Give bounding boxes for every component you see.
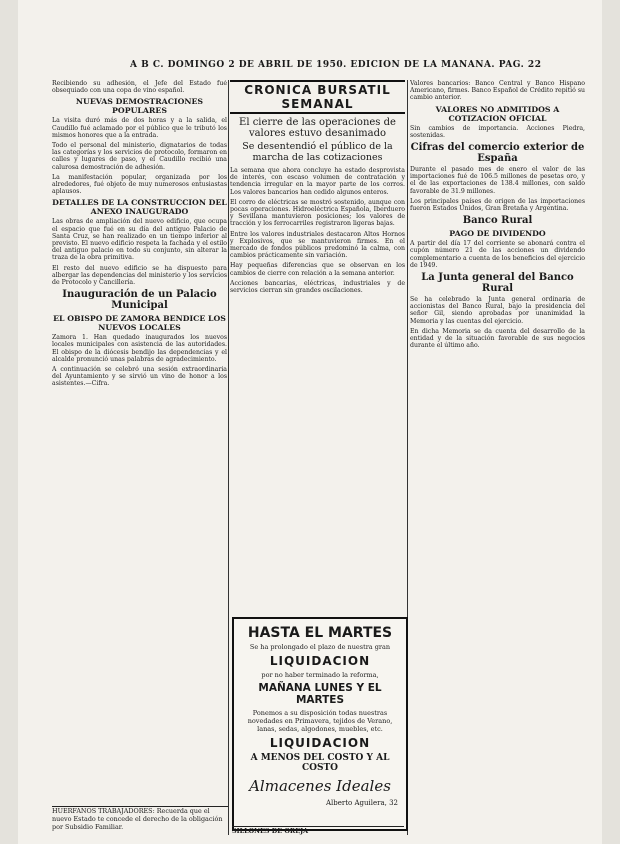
ad-liquidacion: LIQUIDACION (269, 736, 371, 750)
article-text: Todo el personal del ministerio, dignatarios de todas las categorías y los servicios de protocolo, formaron en calles y lugares de paso, y el Caudillo recibió una calurosa demostración de adhesión. (52, 142, 227, 171)
left-margin (0, 0, 18, 844)
subheadline: PAGO DE DIVIDENDO (449, 229, 546, 239)
section-title: CRONICA BURSATIL SEMANAL (230, 80, 405, 114)
article-text: La manifestación popular, organizada por los alrededores, fué objeto de muy numerosos entusiastas aplausos. (52, 173, 227, 196)
ad-text: por no haber terminado la reforma, (261, 671, 379, 679)
article-text: Acciones bancarias, eléctricas, industriales y de servicios cierran sin grandes oscilaciones. (230, 279, 405, 295)
article-text: La semana que ahora concluye ha estado desprovista de interés, con escaso volumen de contratación y tendencia irregular en la mayor parte de los corros. Los valores bancarios han cedido algunos enteros. (230, 167, 405, 196)
article-text: Valores bancarios: Banco Central y Banco Hispano Americano, firmes. Banco Español de Crédito repitió su cambio anterior. (410, 80, 585, 102)
ad-dates: MAÑANA LUNES Y EL MARTES (258, 682, 382, 706)
article-text: La visita duró más de dos horas y a la salida, el Caudillo fué aclamado por el público que le tributó los mismos honores que a la entrada. (52, 117, 227, 139)
column-right (410, 80, 585, 835)
subheadline: EL OBISPO DE ZAMORA BENDICE LOS NUEVOS LOCALES (53, 314, 226, 333)
headline: DETALLES DE LA CONSTRUCCION DEL ANEXO INAUGURADO (52, 198, 227, 217)
advertisement (232, 617, 408, 831)
article-text: El corro de eléctricas se mostró sostenido, aunque con pocas operaciones. Hidroeléctrica Española, Iberduero y Sevillana mantuvieron posiciones; los valores de tracción y los ferrocarriles registraron ligeras bajas. (230, 198, 405, 228)
headline: VALORES NO ADMITIDOS A COTIZACION OFICIAL (435, 104, 560, 123)
headline: El cierre de las operaciones de valores estuvo desanimado (239, 117, 396, 139)
article-text: Recibiendo su adhesión, el Jefe del Estado fué obsequiado con una copa de vino español. (52, 80, 227, 95)
article-text: Las obras de ampliación del nuevo edificio, que ocupa el espacio que fué en su día del antiguo Palacio de Santa Cruz, se han realizado en un tiempo inferior al previsto. El nuevo edificio respeta la fachada y el estilo del antiguo palacio en todo su conjunto, sin alterar la traza de la obra primitiva. (52, 218, 227, 262)
ad-headline: HASTA EL MARTES (247, 625, 393, 641)
ad-liquidacion: LIQUIDACION (269, 654, 371, 668)
ad-address: Alberto Aguilera, 32 (325, 799, 398, 807)
headline: La Junta general del Banco Rural (421, 272, 574, 295)
column-left (52, 80, 227, 835)
footer-note: HUERFANOS TRABAJADORES: Recuerda que el nuevo Estado te concede el derecho de la obligación por Subsidio Familiar. (52, 806, 228, 831)
ad-brand: Almacenes Ideales (249, 777, 391, 795)
article-text: Los principales países de origen de las importaciones fueron Estados Unidos, Gran Bretaña y Argentina. (410, 197, 585, 213)
right-margin (602, 0, 620, 844)
page-header: A B C. DOMINGO 2 DE ABRIL DE 1950. EDICION DE LA MAÑANA. PAG. 22 (130, 60, 542, 70)
column-rule (228, 80, 229, 835)
headline: NUEVAS DEMOSTRACIONES POPULARES (75, 97, 204, 116)
subheadline: Se desentendió el público de la marcha de las cotizaciones (242, 141, 393, 163)
ad-text: Ponemos a su disposición todas nuestras novedades en Primavera, tejidos de Verano, lanas, sedas, algodones, muebles, etc. (247, 709, 393, 733)
article-text: Entre los valores industriales destacaron Altos Hornos y Explosivos, que se mantuvieron firmes. En el mercado de fondos públicos predominó la calma, con cambios prácticamente sin variación. (230, 230, 405, 260)
headline: Cifras del comercio exterior de España (410, 142, 585, 165)
article-text: En dicha Memoria se da cuenta del desarrollo de la entidad y de la situación favorable de sus negocios durante el último año. (410, 327, 585, 350)
article-text: Se ha celebrado la Junta general ordinaria de accionistas del Banco Rural, bajo la presidencia del señor Gil, siendo aprobadas por unanimidad la Memoria y las cuentas del ejercicio. (410, 296, 585, 325)
article-text: El resto del nuevo edificio se ha dispuesto para albergar las dependencias del ministerio y los servicios de Protocolo y Cancillería. (52, 264, 227, 287)
headline: Banco Rural (462, 215, 533, 227)
article-text: Durante el pasado mes de enero el valor de las importaciones fué de 106.5 millones de pesetas oro, y el de las exportaciones de 138.4 millones, con saldo favorable de 31.9 millones. (410, 166, 585, 195)
footer-ad: SILLONES DE OREJA (232, 826, 404, 835)
headline: Inauguración de un Palacio Municipal (62, 289, 217, 312)
article-text: Hay pequeñas diferencias que se observan en los cambios de cierre con relación a la semana anterior. (230, 262, 405, 277)
ad-text: A MENOS DEL COSTO Y AL COSTO (250, 753, 390, 773)
article-text: A continuación se celebró una sesión extraordinaria del Ayuntamiento y se sirvió un vino de honor a los asistentes.—Cifra. (52, 366, 227, 388)
article-text: Sin cambios de importancia. Acciones Piedra, sostenidas. (410, 124, 585, 139)
article-text: A partir del día 17 del corriente se abonará contra el cupón número 21 de las acciones un dividendo complementario a cuenta de los beneficios del ejercicio de 1949. (410, 240, 585, 269)
ad-text: Se ha prolongado el plazo de nuestra gran (249, 643, 391, 651)
article-text: Zamora 1. Han quedado inaugurados los nuevos locales municipales con asistencia de las autoridades. El obispo de la diócesis bendijo las dependencias y el alcalde pronunció unas palabras de agradecimiento. (52, 334, 227, 363)
